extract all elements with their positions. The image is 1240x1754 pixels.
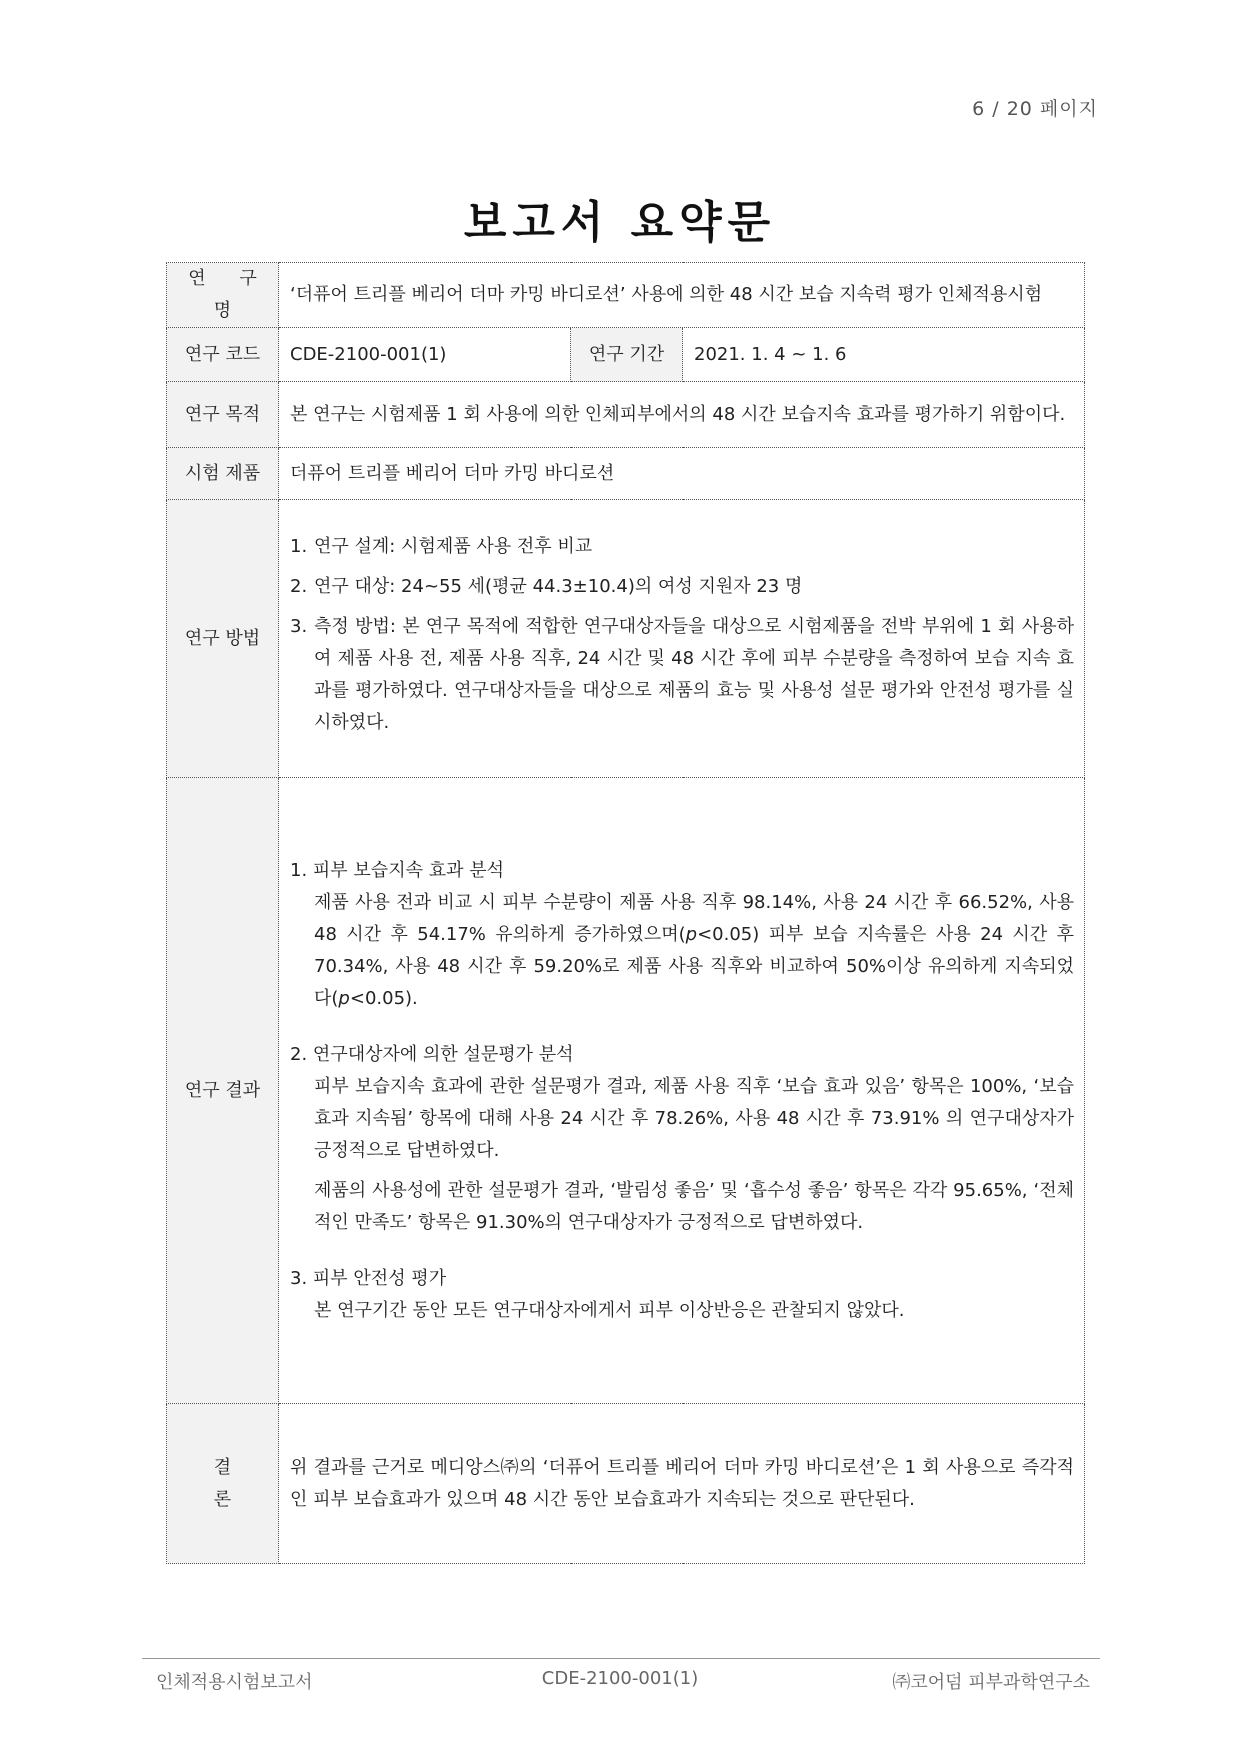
results-section-2: 2. 연구대상자에 의한 설문평가 분석 피부 보습지속 효과에 관한 설문평가 결과, 제품 사용 직후 ‘보습 효과 있음’ 항목은 100%, ‘보습 효과 지속됨’ 항목에 대해 사용 24 시간 후 78.26%, 사용 48 시간 후 73.91% 의 연구대상자가 긍정적으로 답변하였다. 제품의 사용성에 관한 설문평가 결과, ‘발림성 좋음’ 및 ‘흡수성 좋음’ 항목은 각각 95.65%, ‘전체적인 만족도’ 항목은 91.30%의 연구대상자가 긍정적으로 답변하였다.: [290, 1043, 1074, 1233]
row-purpose: [167, 382, 1085, 448]
method-item: 3. 측정 방법: 본 연구 목적에 적합한 연구대상자들을 대상으로 시험제품을 전박 부위에 1 회 사용하여 제품 사용 전, 제품 사용 직후, 24 시간 및 48 시간 후에 피부 수분량을 측정하여 보습 지속 효과를 평가하였다. 연구대상자들을 대상으로 제품의 효능 및 사용성 설문 평가와 안전성 평가를 실시하였다.: [290, 615, 1074, 733]
label-purpose: 연구 목적: [167, 382, 279, 448]
label-test-product: 시험 제품: [167, 448, 279, 500]
value-method: [279, 500, 1085, 778]
results-section-3: 3. 피부 안전성 평가 본 연구기간 동안 모든 연구대상자에게서 피부 이상반응은 관찰되지 않았다.: [290, 1267, 905, 1321]
page-number: 6 / 20 페이지: [972, 98, 1098, 120]
footer-divider: [142, 1658, 1100, 1659]
label-study-code: 연구 코드: [167, 328, 279, 382]
method-item: 1. 연구 설계: 시험제품 사용 전후 비교: [290, 535, 593, 557]
method-item: 2. 연구 대상: 24~55 세(평균 44.3±10.4)의 여성 지원자 23 명: [290, 575, 803, 597]
label-results: 연구 결과: [167, 778, 279, 1404]
value-results: [279, 778, 1085, 1404]
method-list: [290, 531, 1074, 739]
row-results: [167, 778, 1085, 1404]
value-study-name: ‘더퓨어 트리플 베리어 더마 카밍 바디로션’ 사용에 의한 48 시간 보습 지속력 평가 인체적용시험: [279, 263, 1085, 328]
footer-center: CDE-2100-001(1): [541, 1668, 699, 1689]
label-method: 연구 방법: [167, 500, 279, 778]
summary-table: [166, 262, 1085, 1564]
footer-left: 인체적용시험보고서: [156, 1672, 313, 1693]
row-method: [167, 500, 1085, 778]
row-study-name: [167, 263, 1085, 328]
value-conclusion: 위 결과를 근거로 메디앙스㈜의 ‘더퓨어 트리플 베리어 더마 카밍 바디로션’은 1 회 사용으로 즉각적인 피부 보습효과가 있으며 48 시간 동안 보습효과가 지속되는 것으로 판단된다.: [279, 1404, 1085, 1564]
footer-right: ㈜코어덤 피부과학연구소: [892, 1672, 1090, 1693]
row-study-code: [167, 328, 1085, 382]
page-title: 보고서 요약문: [463, 197, 777, 248]
results-section-1: 1. 피부 보습지속 효과 분석 제품 사용 전과 비교 시 피부 수분량이 제품 사용 직후 98.14%, 사용 24 시간 후 66.52%, 사용 48 시간 후 54.17% 유의하게 증가하였으며(p<0.05) 피부 보습 지속률은 사용 24 시간 후 70.34%, 사용 48 시간 후 59.20%로 제품 사용 직후와 비교하여 50%이상 유의하게 지속되었다(p<0.05).: [290, 859, 1075, 1009]
row-test-product: [167, 448, 1085, 500]
label-study-name: 연 구 명: [167, 263, 279, 328]
value-study-code: CDE-2100-001(1): [279, 328, 571, 382]
value-test-product: 더퓨어 트리플 베리어 더마 카밍 바디로션: [279, 448, 1085, 500]
value-study-period: 2021. 1. 4 ~ 1. 6: [683, 328, 1085, 382]
value-purpose: 본 연구는 시험제품 1 회 사용에 의한 인체피부에서의 48 시간 보습지속 효과를 평가하기 위함이다.: [279, 382, 1085, 448]
label-study-period: 연구 기간: [571, 328, 683, 382]
label-conclusion: 결 론: [167, 1404, 279, 1564]
row-conclusion: [167, 1404, 1085, 1564]
